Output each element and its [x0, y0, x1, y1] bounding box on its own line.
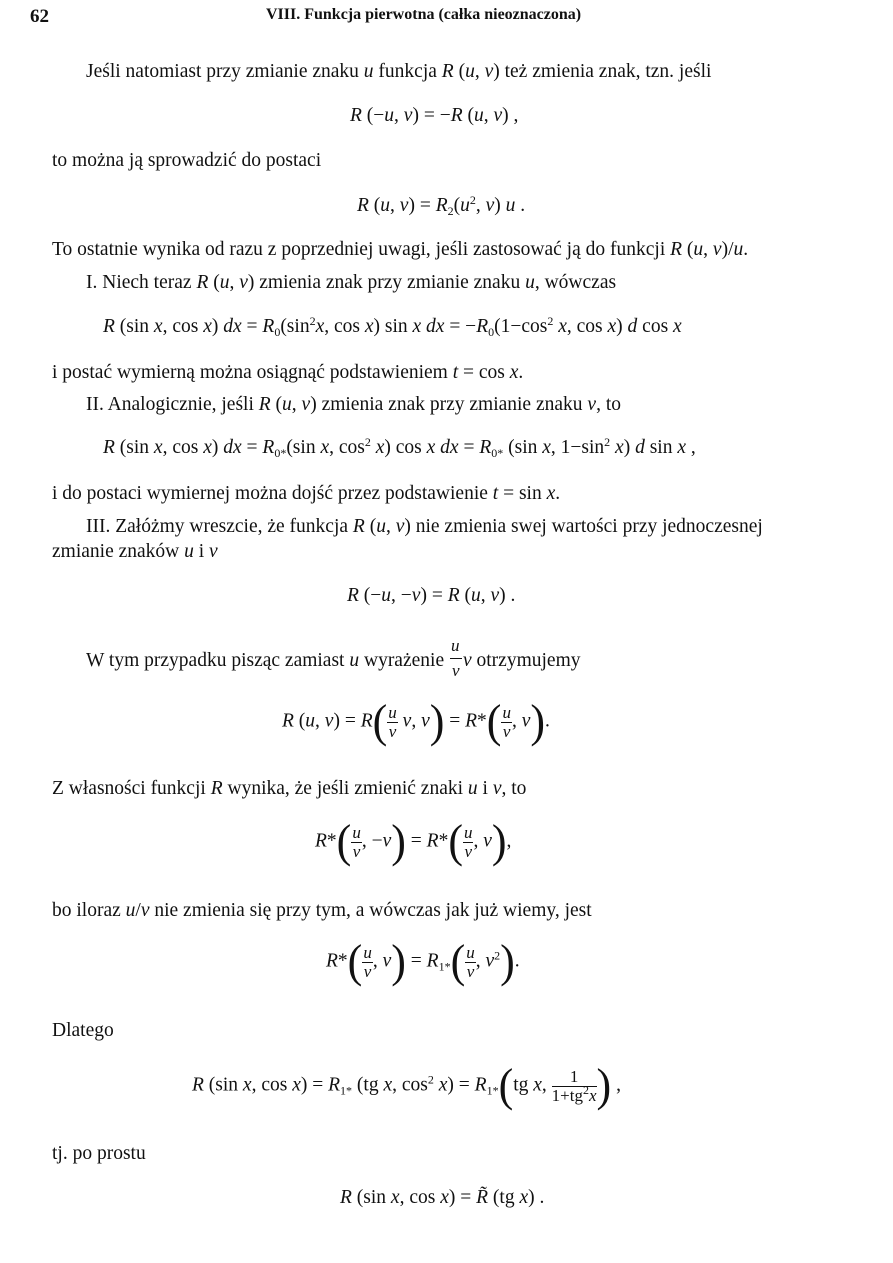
paragraph-8-line-1: III. Załóżmy wreszcie, że funkcja R (u, v) nie zmienia swej wartości przy jednoczesnej — [86, 516, 763, 537]
equation-5: R (−u, −v) = R (u, v) . — [347, 585, 516, 606]
equation-9: R (sin x, $\cos x) = R_{1*}$ (tg x, $\cos^2 x) = R_{1*}(tg$ x, $\frac{1}{1+tg^2x}$ ) , — [192, 1059, 621, 1112]
paragraph-2: to można ją sprowadzić do postaci — [52, 150, 322, 171]
page-number: 62 — [30, 6, 49, 27]
equation-1: R (−u, v) = −R (u, v) , — [350, 105, 519, 126]
running-head: VIII. Funkcja pierwotna (całka nieoznaczona) — [266, 6, 582, 23]
paragraph-5: i postać wymierną można osiągnąć podstawieniem t = cos x. — [52, 362, 524, 383]
paragraph-4: I. Niech teraz R (u, v) zmienia znak przy zmianie znaku u, wówczas — [86, 272, 617, 293]
equation-3: R (sin x, cos x) dx = $R_0(\sin^2x$, cos x) sin x dx = $-R_0(1-\cos^2$ x, cos x) d cos x — [103, 314, 682, 339]
paragraph-11: bo iloraz u/v nie zmienia się przy tym, a wówczas jak już wiemy, jest — [52, 900, 592, 921]
equation-7: R*( $\frac{u}{v}$ , −v) = R*( $\frac{u}{v}$ , v), — [315, 815, 512, 868]
paragraph-12: Dlatego — [52, 1020, 114, 1041]
equation-6: R (u, v) = R( $\frac{u}{v}$ v, v) = R*( $\frac{u}{v}$ , v). — [282, 695, 550, 748]
equation-2: R (u, $v) = R_2(u^2$, v) u . — [357, 193, 526, 218]
paragraph-10: Z własności funkcji R wynika, że jeśli zmienić znaki u i v, to — [52, 778, 527, 799]
paragraph-3: To ostatnie wynika od razu z poprzedniej uwagi, jeśli zastosować ją do funkcji R (u, v)/u. — [52, 239, 749, 260]
paragraph-7: i do postaci wymiernej można dojść przez podstawienie t = sin x. — [52, 483, 561, 504]
paragraph-6: II. Analogicznie, jeśli R (u, v) zmienia znak przy zmianie znaku v, to — [86, 394, 621, 415]
paragraph-8-line-2: zmianie znaków u i v — [52, 541, 218, 562]
paragraph-13: tj. po prostu — [52, 1143, 146, 1164]
equation-8: R*( $\frac{u}{v}$ , $v) = R_{1*}$( $\frac{u}{v}$ , $v^2$). — [326, 935, 520, 988]
fraction-u-over-v: $\frac{u}{v}$ — [449, 646, 463, 670]
equation-4: R (sin x, cos x) dx = $R_{0*}(\sin$ x, $\cos^2 x$) cos x dx = $R_{0*}$ (sin x, $1-\sin^2$ x) d sin x , — [103, 435, 696, 460]
page-header — [30, 6, 860, 32]
paragraph-1: Jeśli natomiast przy zmianie znaku u funkcja R (u, v) też zmienia znak, tzn. jeśli — [86, 61, 712, 82]
paragraph-9: W tym przypadku pisząc zamiast u wyrażenie $\frac{u}{v}$ v otrzymujemy — [86, 636, 581, 680]
equation-10: R (sin x, cos x) = R̃ (tg x) . — [340, 1187, 545, 1208]
